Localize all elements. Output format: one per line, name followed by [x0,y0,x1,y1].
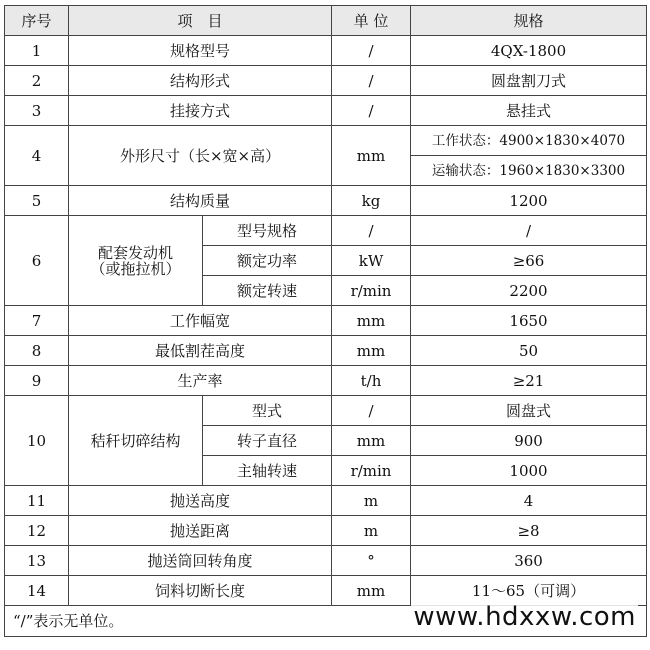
sub-item: 主轴转速 [203,456,332,486]
table-row [5,576,647,606]
row-group [69,216,203,306]
row-item: 最低割茬高度 [69,336,332,366]
row-item: 挂接方式 [69,96,332,126]
sub-spec: ≥66 [411,246,647,276]
row-no: 9 [5,366,69,396]
row-no: 3 [5,96,69,126]
group-line: （或拖拉机） [90,259,181,278]
sub-item: 额定转速 [203,276,332,306]
sub-unit: r/min [332,456,411,486]
row-unit: / [332,66,411,96]
row-no: 10 [5,396,69,486]
row-no: 1 [5,36,69,66]
sub-item: 转子直径 [203,426,332,456]
sub-item: 额定功率 [203,246,332,276]
row-unit: ° [332,546,411,576]
row-spec: 11～65（可调） [411,576,647,606]
row-no: 13 [5,546,69,576]
sub-spec: / [411,216,647,246]
header-row [5,6,647,36]
header-no: 序号 [5,6,69,36]
group-line: 配套发动机 [97,243,173,262]
row-item: 外形尺寸（长×宽×高） [69,126,332,186]
row-unit: kg [332,186,411,216]
row-no: 6 [5,216,69,306]
table-note: “/”表示无单位。 [5,606,647,637]
table-row [5,216,647,246]
row-unit: / [332,36,411,66]
row-item: 规格型号 [69,36,332,66]
table-row [5,396,647,426]
row-spec: 1200 [411,186,647,216]
row-item: 结构形式 [69,66,332,96]
row-item: 抛送距离 [69,516,332,546]
row-spec: 圆盘割刀式 [411,66,647,96]
table-row [5,546,647,576]
row-item: 工作幅宽 [69,306,332,336]
row-spec: ≥8 [411,516,647,546]
row-item: 结构质量 [69,186,332,216]
row-unit: mm [332,336,411,366]
sub-unit: r/min [332,276,411,306]
sub-unit: / [332,396,411,426]
row-item: 生产率 [69,366,332,396]
table-row [5,126,647,156]
row-unit: / [332,96,411,126]
row-group: 秸秆切碎结构 [69,396,203,486]
row-no: 4 [5,126,69,186]
sub-unit: mm [332,426,411,456]
row-item: 抛送筒回转角度 [69,546,332,576]
row-no: 8 [5,336,69,366]
row-spec: 4 [411,486,647,516]
row-spec: 4QX-1800 [411,36,647,66]
row-spec-transport: 运输状态：1960×1830×3300 [411,156,647,186]
table-row [5,96,647,126]
row-no: 12 [5,516,69,546]
row-no: 7 [5,306,69,336]
watermark: www.hdxxw.com [413,602,636,632]
row-no: 14 [5,576,69,606]
row-spec: 50 [411,336,647,366]
row-no: 2 [5,66,69,96]
table-row [5,366,647,396]
sub-unit: kW [332,246,411,276]
row-spec-working: 工作状态：4900×1830×4070 [411,126,647,156]
row-unit: mm [332,126,411,186]
header-unit: 单 位 [332,6,411,36]
row-unit: m [332,516,411,546]
row-unit: t/h [332,366,411,396]
table-row [5,336,647,366]
sub-item: 型号规格 [203,216,332,246]
table-row [5,516,647,546]
table-row [5,306,647,336]
sub-spec: 900 [411,426,647,456]
sub-spec: 1000 [411,456,647,486]
row-spec: ≥21 [411,366,647,396]
spec-table [4,5,647,637]
sub-unit: / [332,216,411,246]
row-unit: mm [332,576,411,606]
row-unit: m [332,486,411,516]
row-spec: 1650 [411,306,647,336]
row-no: 5 [5,186,69,216]
header-item: 项 目 [69,6,332,36]
sub-spec: 2200 [411,276,647,306]
row-spec: 悬挂式 [411,96,647,126]
table-row [5,186,647,216]
sub-spec: 圆盘式 [411,396,647,426]
table-row [5,486,647,516]
row-unit: mm [332,306,411,336]
table-row [5,36,647,66]
row-no: 11 [5,486,69,516]
row-spec: 360 [411,546,647,576]
table-row [5,66,647,96]
row-item: 抛送高度 [69,486,332,516]
header-spec: 规格 [411,6,647,36]
row-item: 饲料切断长度 [69,576,332,606]
sub-item: 型式 [203,396,332,426]
